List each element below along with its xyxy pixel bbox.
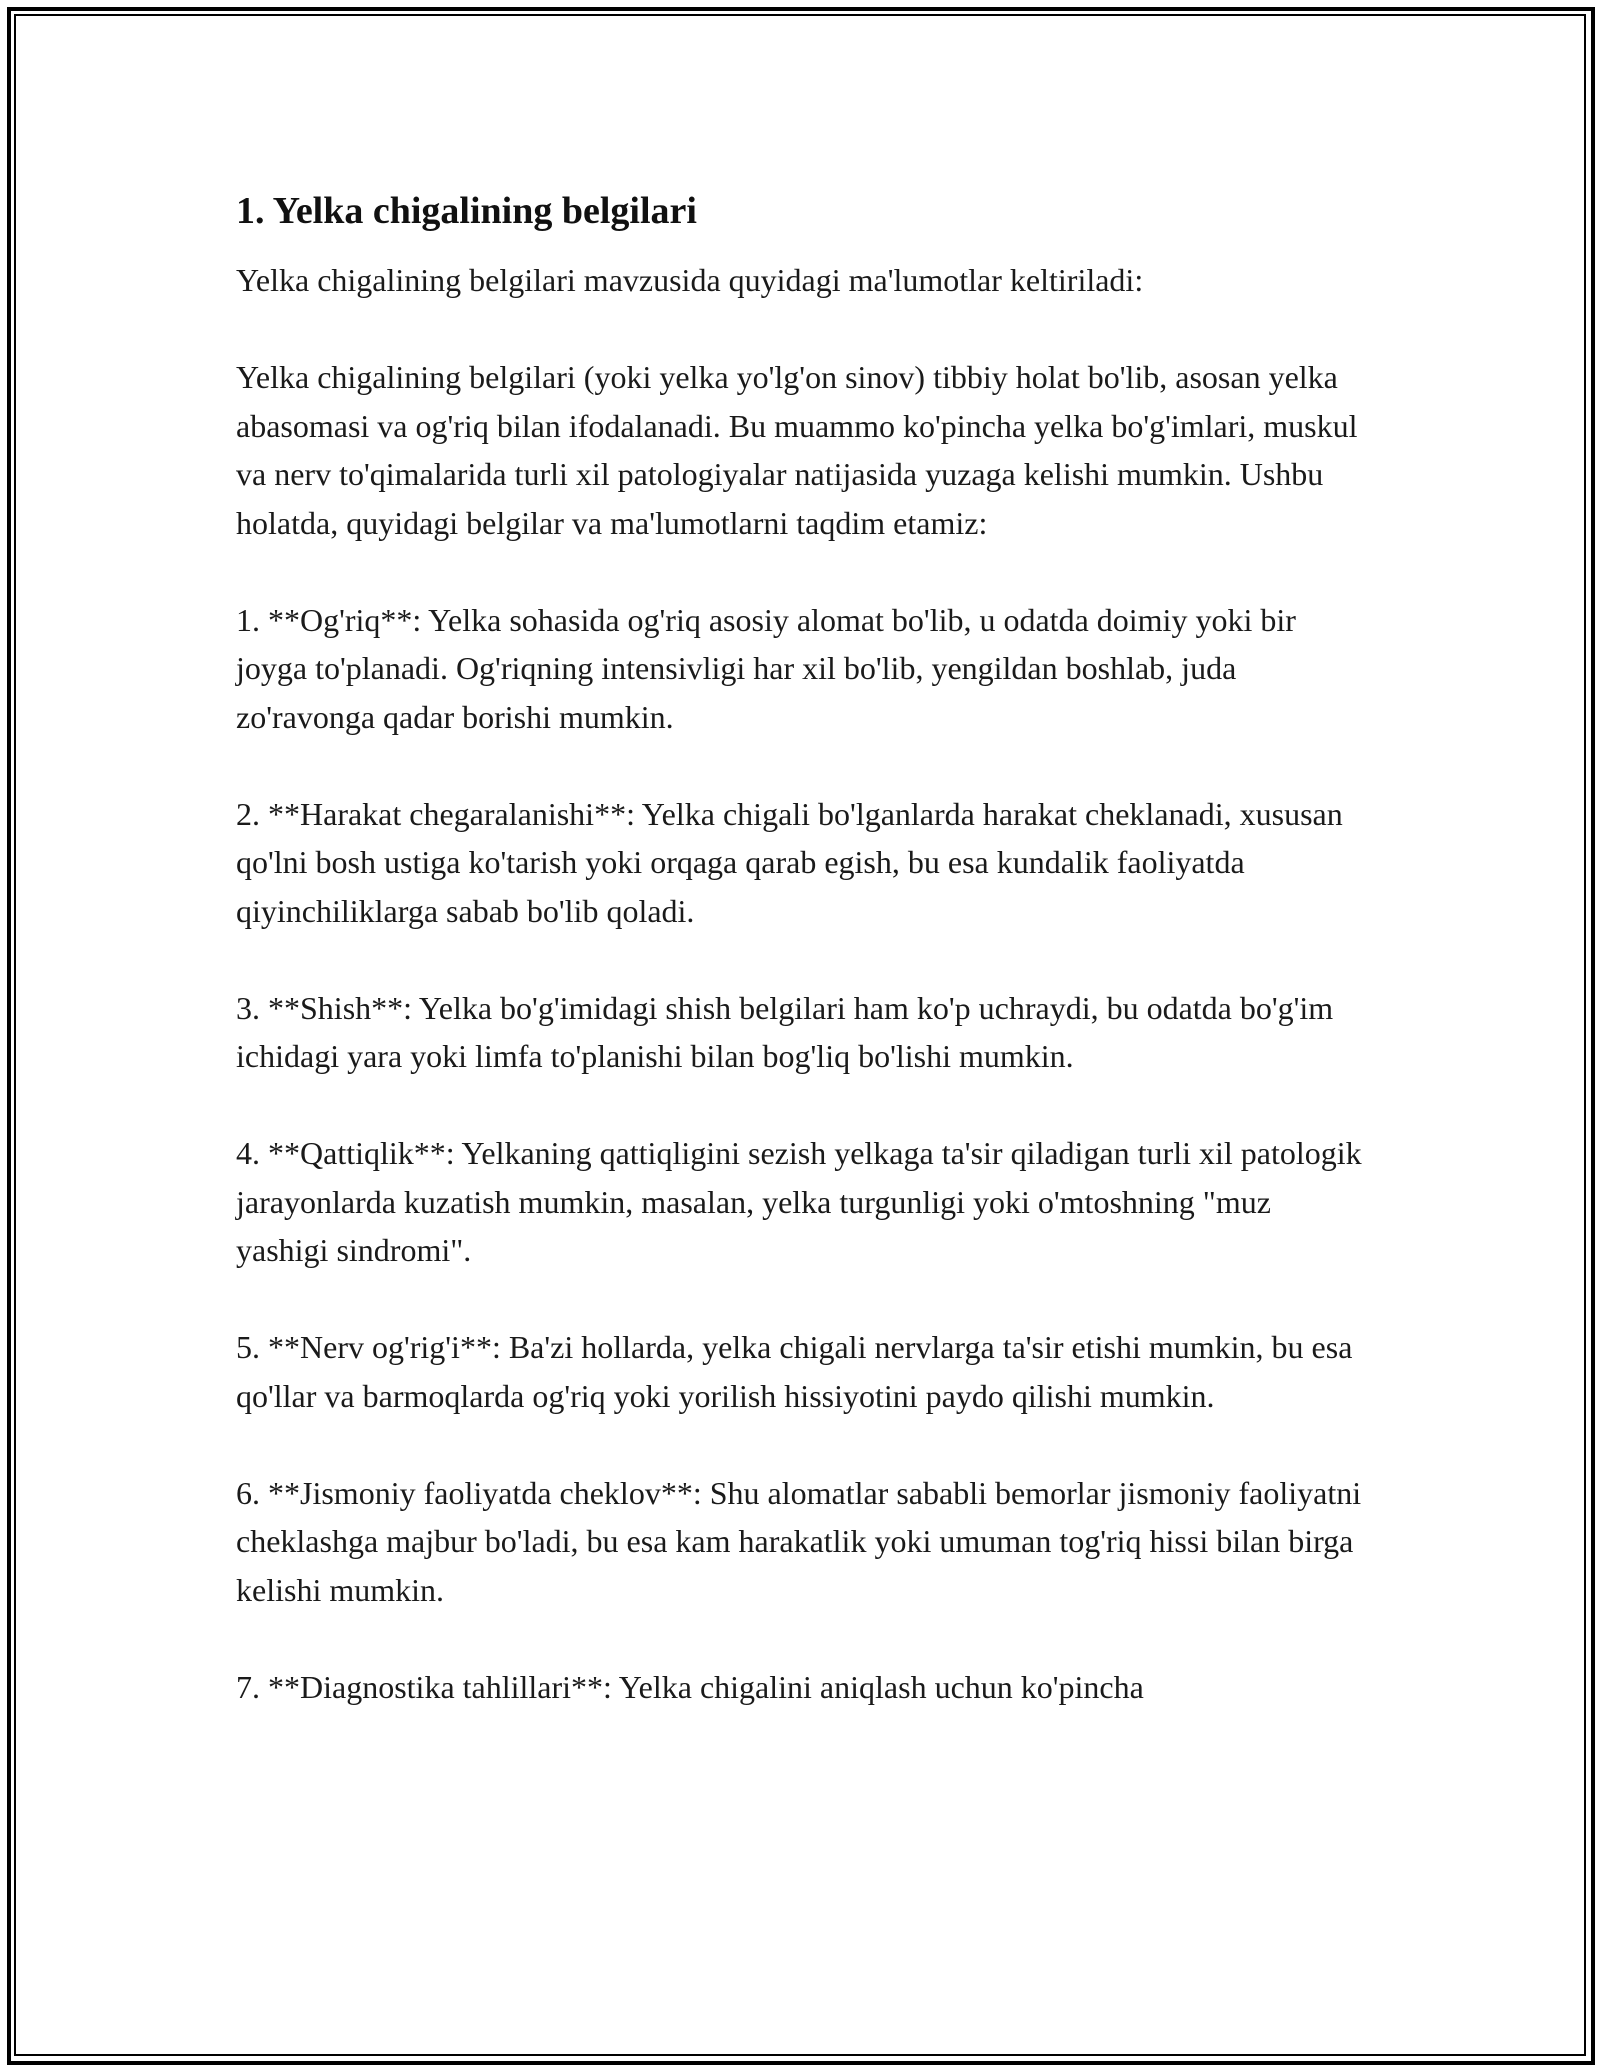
section-heading: 1. Yelka chigalining belgilari (236, 190, 697, 232)
list-item-diagnostics: 7. **Diagnostika tahlillari**: Yelka chigalini aniqlash uchun ko'pincha (236, 1668, 1144, 1705)
list-item-swelling: 3. **Shish**: Yelka bo'g'imidagi shish belgilari ham ko'p uchraydi, bu odatda bo'g'im ichidagi yara yoki limfa to'planishi bilan bog'liq bo'lishi mumkin. (236, 989, 1334, 1074)
list-item-movement-limitation: 2. **Harakat chegaralanishi**: Yelka chigali bo'lganlarda harakat cheklanadi, xususan qo'lni bosh ustiga ko'tarish yoki orqaga qarab egish, bu esa kundalik faoliyatda qiyinchiliklarga sabab bo'lib qoladi. (236, 795, 1343, 929)
list-item-pain: 1. **Og'riq**: Yelka sohasida og'riq asosiy alomat bo'lib, u odatda doimiy yoki bir joyga to'planadi. Og'riqning intensivligi har xil bo'lib, yengildan boshlab, juda zo'ravonga qadar borishi mumkin. (236, 601, 1296, 735)
intro-paragraph: Yelka chigalining belgilari mavzusida quyidagi ma'lumotlar keltiriladi: (236, 262, 1144, 298)
list-item-nerve-pain: 5. **Nerv og'rig'i**: Ba'zi hollarda, yelka chigali nervlarga ta'sir etishi mumkin, bu esa qo'llar va barmoqlarda og'riq yoki yorilish hissiyotini paydo qilishi mumkin. (236, 1329, 1353, 1414)
description-paragraph: Yelka chigalining belgilari (yoki yelka yo'lg'on sinov) tibbiy holat bo'lib, asosan yelka abasomasi va og'riq bilan ifodalanadi. Bu muammo ko'pincha yelka bo'g'imlari, muskul va nerv to'qimalarida turli xil patologiyalar natijasida yuzaga kelishi mumkin. Ushbu holatda, quyidagi belgilar va ma'lumotlarni taqdim etamiz: (236, 359, 1358, 541)
document-body (236, 186, 1366, 1760)
list-item-stiffness: 4. **Qattiqlik**: Yelkaning qattiqligini sezish yelkaga ta'sir qiladigan turli xil patologik jarayonlarda kuzatish mumkin, masalan, yelka turgunligi yoki o'mtoshning "muz yashigi sindromi". (236, 1135, 1362, 1268)
list-item-physical-activity-limitation: 6. **Jismoniy faoliyatda cheklov**: Shu alomatlar sababli bemorlar jismoniy faoliyatni cheklashga majbur bo'ladi, bu esa kam harakatlik yoki umuman tog'riq hissi bilan birga kelishi mumkin. (236, 1474, 1362, 1608)
